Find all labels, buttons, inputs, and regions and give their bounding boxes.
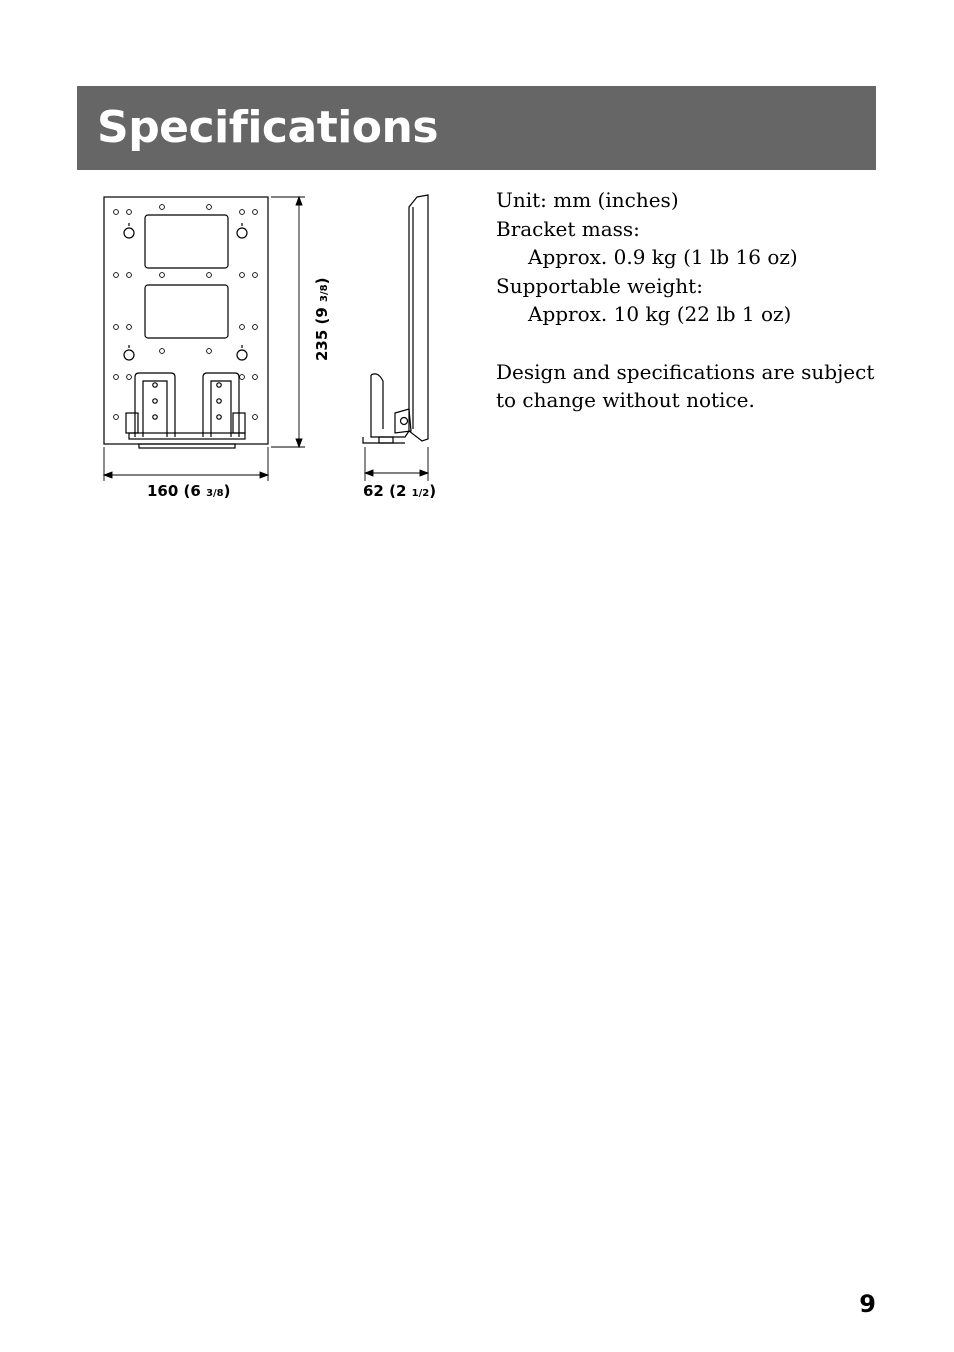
notice-line-2: to change without notice. [496, 388, 755, 413]
unit-line: Unit: mm (inches) [496, 188, 679, 212]
height-dimension-label: 235 (9 3/8) [313, 277, 331, 361]
depth-dimension [365, 447, 428, 481]
width-dimension [104, 447, 268, 481]
paragraph-gap [496, 329, 876, 358]
page-title: Specifications [97, 102, 439, 153]
bracket-mass-value: Approx. 0.9 kg (1 lb 16 oz) [528, 245, 798, 270]
side-view-profile [363, 195, 428, 443]
bracket-mass-label: Bracket mass: [496, 216, 640, 241]
upper-window [145, 215, 228, 268]
section-header-bar [77, 86, 876, 170]
page-number: 9 [859, 1290, 876, 1318]
supportable-weight-value: Approx. 10 kg (22 lb 1 oz) [528, 302, 792, 327]
clamp-arms [126, 373, 245, 448]
specifications-text [496, 186, 876, 415]
notice-line-1: Design and specifications are subject [496, 359, 875, 384]
bracket-dimension-figure [95, 185, 445, 515]
width-dimension-label: 160 (6 3/8) [147, 482, 231, 500]
depth-dimension-label: 62 (2 1/2) [363, 482, 437, 500]
supportable-weight-label: Supportable weight: [496, 273, 703, 298]
bracket-plate-outline [104, 197, 268, 444]
height-dimension [271, 197, 305, 447]
lower-window [145, 285, 228, 338]
bracket-drawing [95, 185, 445, 515]
